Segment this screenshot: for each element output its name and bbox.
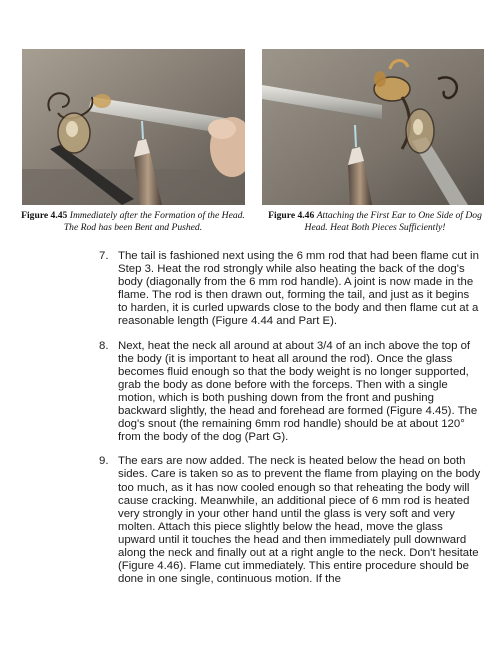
step-number: 7. [99,250,109,262]
step-number: 8. [99,339,109,352]
step-9 [99,455,481,586]
step-number: 9. [99,455,109,468]
figure-caption-text: Immediately after the Formation of the Head. The Rod has been Bent and Pushed. [63,210,245,233]
figure-label: Figure 4.46 [268,210,315,221]
step-text: The ears are now added. The neck is heated below the head on both sides. Care is taken so as to prevent the flame from playing on the body too much, as it has now cooled enough so that reheating the body will cause cracking. Meanwhile, an additional piece of 6 mm rod is heated very strongly in your other hand until the glass is very soft and very molten. Attach this piece slightly below the head, move the glass upward until it touches the head and then immediately pull downward along the neck and finally out at a right angle to the neck. Don't hesitate (Figure 4.46). Flame cut immediately. This entire procedure should be done in one single, continuous motion. If the [118,455,481,586]
glass-dog-photo-icon [22,49,245,205]
figure-4-45-caption [18,210,248,233]
figure-4-45-photo [22,49,245,205]
figure-label: Figure 4.45 [21,210,68,221]
step-8 [99,340,481,445]
instruction-steps [99,250,481,597]
step-text: Next, heat the neck all around at about 3/4 of an inch above the top of the body (it is important to heat all around the rod). Once the glass becomes fluid enough so that the body weight is no longer supported, grab the body as done before with the forceps. Then with a single motion, which is both pushing down from the front and pushing backward slightly, the head and forehead are formed (Figure 4.45). The dog's snout (the remaining 6mm rod handle) should be at about 120° from the body of the dog (Part G). [118,339,478,444]
step-7 [99,250,481,329]
figure-4-46-caption [259,210,491,233]
figure-caption-text: Attaching the First Ear to One Side of Dog Head. Heat Both Pieces Sufficiently! [304,210,482,233]
step-text: The tail is fashioned next using the 6 mm rod that had been flame cut in Step 3. Heat the rod strongly while also heating the back of the dog's body (diagonally from the 6 mm rod handle). A joint is now made in the flame. The rod is then drawn out, forming the tail, and just as it begins to harden, it is curled upwards close to the body and then flame cut at a reasonable length (Figure 4.44 and Part E). [118,250,479,328]
figure-4-46-photo [262,49,484,205]
glass-dog-photo-icon [262,49,484,205]
